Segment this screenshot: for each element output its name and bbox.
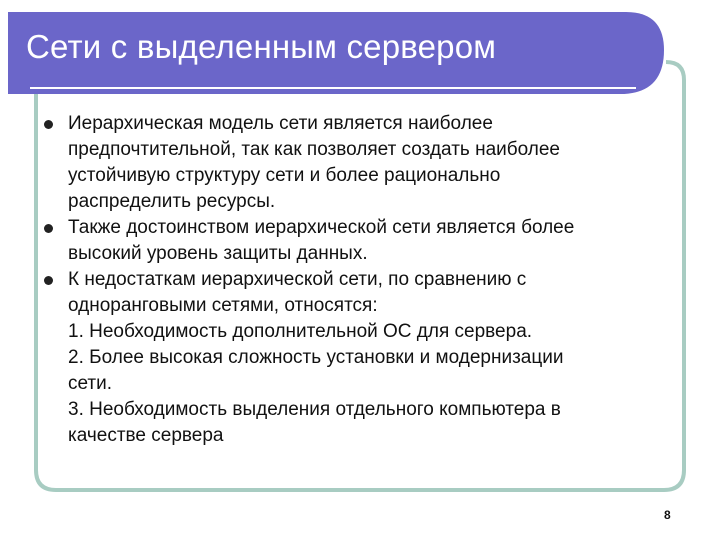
bullet-list	[44, 111, 684, 449]
bullet-item	[44, 111, 684, 215]
bullet-line: 2. Более высокая сложность установки и модернизации	[68, 347, 564, 368]
bullet-line: распределить ресурсы.	[68, 191, 276, 212]
bullet-dot	[44, 120, 53, 129]
bullet-line: К недостаткам иерархической сети, по сравнению с	[68, 269, 527, 290]
bullet-line: сети.	[68, 373, 113, 394]
bullet-line: устойчивую структуру сети и более рационально	[68, 165, 501, 186]
bullet-line: качестве сервера	[68, 425, 224, 446]
bullet-dot	[44, 224, 53, 233]
bullet-line: 1. Необходимость дополнительной ОС для сервера.	[68, 321, 533, 342]
bullet-line: 3. Необходимость выделения отдельного компьютера в	[68, 399, 561, 420]
bullet-dot	[44, 276, 53, 285]
page-number: 8	[664, 508, 671, 522]
bullet-line: предпочтительной, так как позволяет создать наиболее	[68, 139, 560, 160]
bullet-item	[44, 267, 684, 449]
bullet-line: одноранговыми сетями, относятся:	[68, 295, 378, 316]
bullet-line: Также достоинством иерархической сети является более	[68, 217, 575, 238]
bullet-line: высокий уровень защиты данных.	[68, 243, 368, 264]
slide-title: Сети с выделенным сервером	[26, 28, 497, 65]
bullet-line: Иерархическая модель сети является наиболее	[68, 113, 493, 134]
bullet-item	[44, 215, 684, 267]
